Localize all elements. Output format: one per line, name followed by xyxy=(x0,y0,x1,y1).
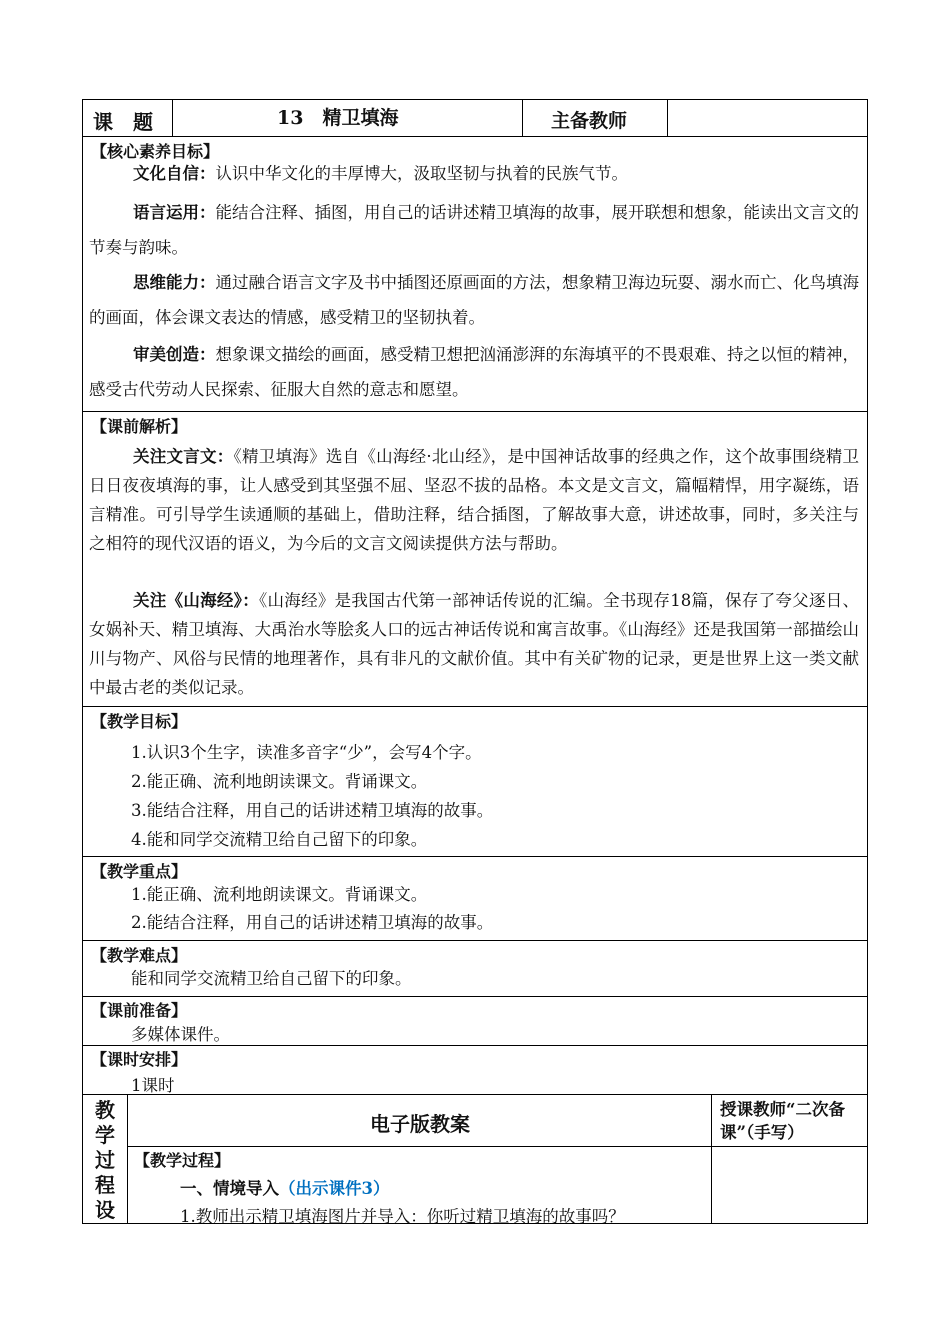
side-char: 教 xyxy=(95,1098,115,1122)
process-line1: 1.教师出示精卫填海图片并导入：你听过精卫填海的故事吗？ xyxy=(180,1207,625,1226)
goals-section xyxy=(82,706,868,857)
side-char: 学 xyxy=(95,1123,115,1147)
process-side-label xyxy=(83,1095,127,1223)
header-row xyxy=(82,99,868,137)
goal-item: 2.能正确、流利地朗读课文。背诵课文。 xyxy=(131,772,428,791)
analysis-heading: 【课前解析】 xyxy=(91,417,188,436)
core-item-label: 文化自信： xyxy=(133,164,216,183)
core-item-2 xyxy=(89,195,859,265)
process-note-row xyxy=(712,1095,868,1147)
process-step1 xyxy=(180,1175,389,1199)
lesson-plan-table xyxy=(82,99,868,1224)
difficult-heading: 【教学难点】 xyxy=(91,946,188,965)
step1-title: 一、情境导入 xyxy=(180,1179,279,1198)
prep-heading: 【课前准备】 xyxy=(91,1001,188,1020)
process-heading: 【教学过程】 xyxy=(134,1151,231,1170)
goal-item: 1.认识3个生字，读准多音字“少”，会写4个字。 xyxy=(131,743,482,762)
topic-cell xyxy=(172,100,523,136)
time-heading: 【课时安排】 xyxy=(91,1050,188,1069)
time-text: 1课时 xyxy=(131,1076,175,1095)
analysis-item-1 xyxy=(89,442,859,558)
core-item-text: 能结合注释、插图，用自己的话讲述精卫填海的故事，展开联想和想象，能读出文言文的节奏与韵味。 xyxy=(89,203,859,257)
core-item-3 xyxy=(89,265,859,335)
side-char: 程 xyxy=(95,1173,115,1197)
core-item-4 xyxy=(89,337,859,407)
core-item-text: 通过融合语言文字及书中插图还原画面的方法，想象精卫海边玩耍、溺水而亡、化鸟填海的画面，体会课文表达的情感，感受精卫的坚韧执着。 xyxy=(89,273,859,327)
goals-heading: 【教学目标】 xyxy=(91,712,188,731)
analysis-item-label: 关注《山海经》： xyxy=(133,591,259,610)
key-item: 2.能结合注释，用自己的话讲述精卫填海的故事。 xyxy=(131,913,494,932)
teacher-value-cell xyxy=(667,100,868,136)
core-heading: 【核心素养目标】 xyxy=(91,142,220,161)
process-section xyxy=(82,1094,868,1224)
core-item-label: 语言运用： xyxy=(133,203,216,222)
process-col-note: 授课教师“二次备课”（手写） xyxy=(720,1100,845,1142)
prep-text: 多媒体课件。 xyxy=(131,1025,230,1044)
core-section xyxy=(82,136,868,412)
time-section xyxy=(82,1045,868,1095)
key-item: 1.能正确、流利地朗读课文。背诵课文。 xyxy=(131,885,428,904)
prep-section xyxy=(82,996,868,1046)
key-heading: 【教学重点】 xyxy=(91,862,188,881)
topic-label: 课 题 xyxy=(93,110,153,134)
core-item-text: 想象课文描绘的画面，感受精卫想把汹涌澎湃的东海填平的不畏艰难、持之以恒的精神，感受古代劳动人民探索、征服大自然的意志和愿望。 xyxy=(89,345,859,399)
core-item-text: 认识中华文化的丰厚博大，汲取坚韧与执着的民族气节。 xyxy=(215,164,628,183)
core-item-1 xyxy=(89,159,859,189)
process-col-title: 电子版教案 xyxy=(370,1112,470,1136)
difficult-section xyxy=(82,940,868,997)
analysis-item-text: 《山海经》是我国古代第一部神话传说的汇编。全书现存18篇，保存了夸父逐日、女娲补天、精卫填海、大禹治水等脍炙人口的远古神话传说和寓言故事。《山海经》还是我国第一部描绘山川与物产、风俗与民情的地理著作，具有非凡的文献价值。其中有关矿物的记录，更是世界上这一类文献中最古老的类似记录。 xyxy=(89,591,859,697)
side-char: 过 xyxy=(95,1148,115,1172)
analysis-section xyxy=(82,411,868,707)
goal-item: 4.能和同学交流精卫给自己留下的印象。 xyxy=(131,830,428,849)
analysis-item-label: 关注文言文： xyxy=(133,447,234,466)
topic-title: 13 精卫填海 xyxy=(277,107,399,129)
process-note-cell xyxy=(711,1095,868,1223)
key-section xyxy=(82,856,868,941)
teacher-label-cell xyxy=(522,100,668,136)
process-title-row xyxy=(128,1095,712,1147)
goal-item: 3.能结合注释，用自己的话讲述精卫填海的故事。 xyxy=(131,801,494,820)
teacher-label: 主备教师 xyxy=(551,110,628,132)
analysis-item-2 xyxy=(89,586,859,702)
core-item-label: 审美创造： xyxy=(133,345,216,364)
difficult-text: 能和同学交流精卫给自己留下的印象。 xyxy=(131,969,412,988)
analysis-item-text: 《精卫填海》选自《山海经·北山经》，是中国神话故事的经典之作，这个故事围绕精卫日日夜夜填海的事，让人感受到其坚强不屈、坚忍不拔的品格。本文是文言文，篇幅精悍，用字凝练，语言精准。可引导学生读通顺的基础上，借助注释，结合插图，了解故事大意，讲述故事，同时，多关注与之相符的现代汉语的语义，为今后的文言文阅读提供方法与帮助。 xyxy=(89,447,860,553)
process-main-cell xyxy=(127,1095,712,1226)
step1-note: （出示课件3） xyxy=(279,1179,390,1198)
core-item-label: 思维能力： xyxy=(133,273,216,292)
side-char: 设 xyxy=(95,1198,115,1222)
